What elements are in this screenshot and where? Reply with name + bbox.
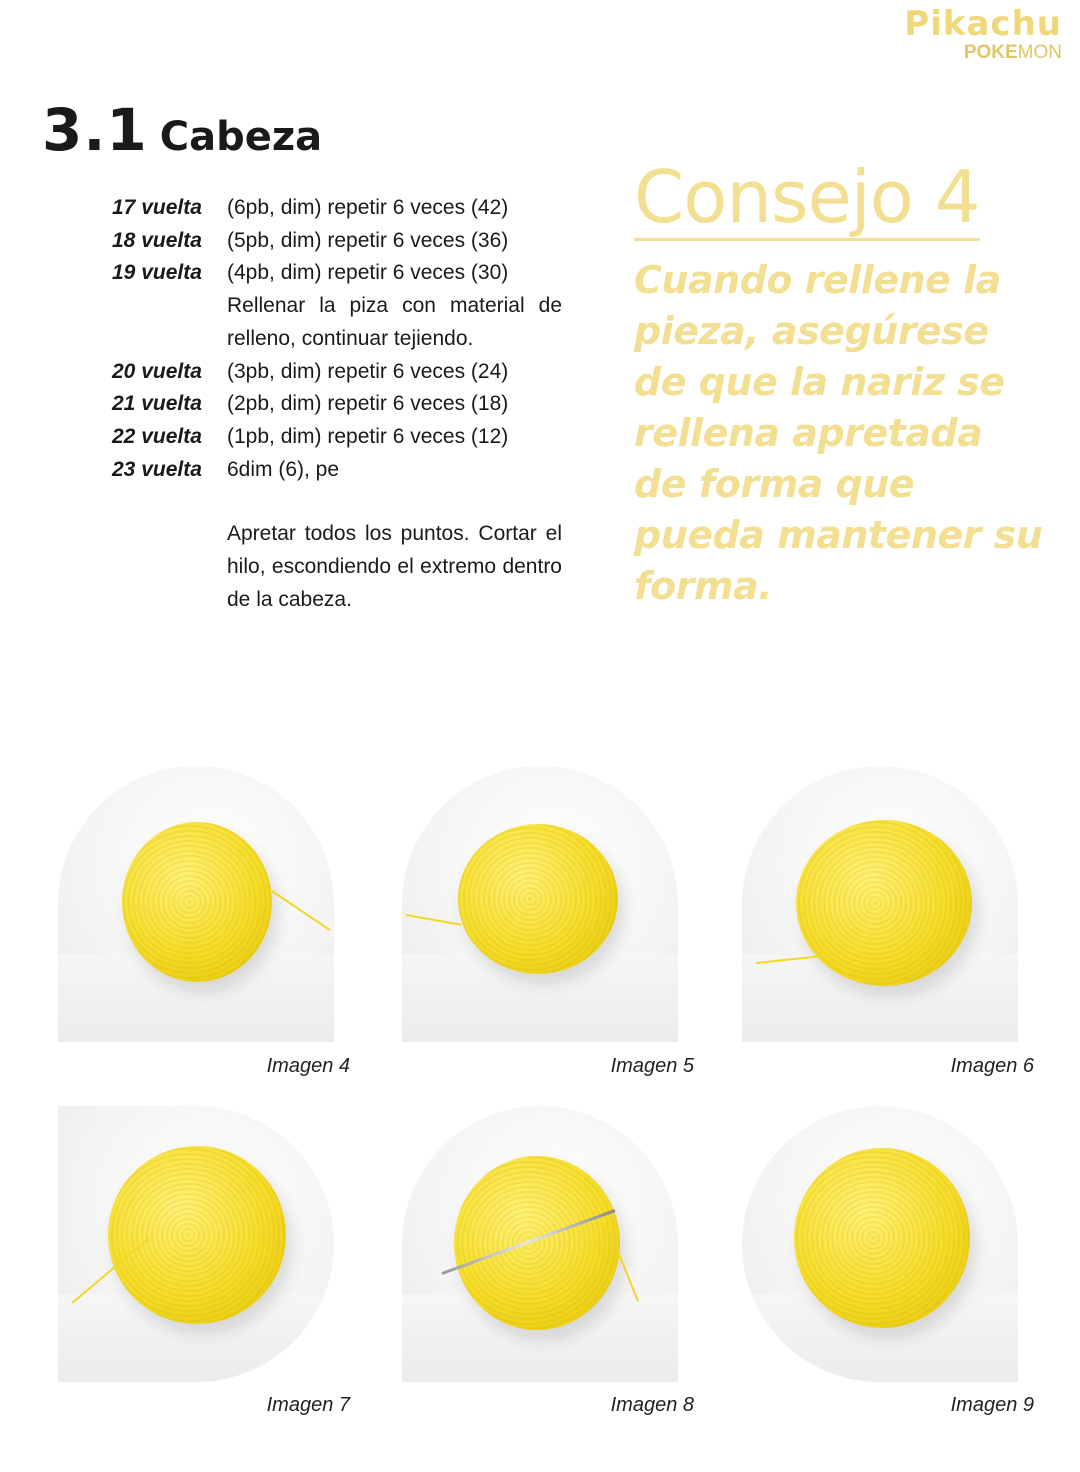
round-label <box>112 290 227 355</box>
round-label: 18 vuelta <box>112 228 202 252</box>
photo-caption: Imagen 4 <box>266 1055 350 1077</box>
photo-caption: Imagen 7 <box>266 1394 350 1416</box>
brand-subtitle-bold: POKE <box>963 42 1018 63</box>
section-title: Cabeza <box>159 114 323 160</box>
round-row <box>112 192 562 225</box>
round-label: 21 vuelta <box>112 392 202 416</box>
photo-image-7 <box>58 1106 334 1382</box>
round-text: (1pb, dim) repetir 6 veces (12) <box>227 424 509 448</box>
round-text: (3pb, dim) repetir 6 veces (24) <box>227 359 509 383</box>
crochet-ball <box>454 1156 620 1330</box>
photo-image-6 <box>742 766 1018 1042</box>
round-text: (4pb, dim) repetir 6 veces (30) <box>227 261 509 285</box>
round-text: (6pb, dim) repetir 6 veces (42) <box>227 196 509 219</box>
brand-logo <box>904 4 1062 64</box>
round-label: 20 vuelta <box>112 359 202 383</box>
closing-note: Apretar todos los puntos. Cortar el hilo, escondiendo el extremo dentro de la cabeza. <box>227 522 562 611</box>
section-number: 3.1 <box>42 96 148 164</box>
round-row <box>112 421 562 454</box>
round-text: (5pb, dim) repetir 6 veces (36) <box>227 228 509 252</box>
brand-title: Pikachu <box>904 4 1062 44</box>
photo-caption: Imagen 6 <box>950 1055 1034 1077</box>
round-row <box>112 290 562 355</box>
crochet-ball <box>108 1146 286 1324</box>
round-row <box>112 356 562 389</box>
round-text: (2pb, dim) repetir 6 veces (18) <box>227 392 509 416</box>
crochet-ball <box>794 1148 970 1328</box>
yarn-strand <box>406 914 461 926</box>
crochet-ball <box>458 824 618 974</box>
photo-caption: Imagen 9 <box>950 1394 1034 1416</box>
round-row <box>112 257 562 290</box>
round-label: 23 vuelta <box>112 457 202 481</box>
round-text: 6dim (6), pe <box>227 457 340 481</box>
brand-subtitle <box>904 42 1062 64</box>
yarn-strand <box>271 890 330 931</box>
photo-image-8 <box>402 1106 678 1382</box>
crochet-ball <box>122 822 272 982</box>
tip-title: Consejo 4 <box>634 155 980 239</box>
crochet-ball <box>796 820 972 986</box>
photo-image-4 <box>58 766 334 1042</box>
photo-caption: Imagen 5 <box>610 1055 694 1077</box>
round-row <box>112 388 562 421</box>
section-heading <box>42 96 322 164</box>
photo-caption: Imagen 8 <box>610 1394 694 1416</box>
tip-box <box>634 156 1044 612</box>
photo-image-5 <box>402 766 678 1042</box>
tip-body: Cuando rellene la pieza, asegúrese de que la nariz se rellena apretada de forma que pueda mantener su forma. <box>634 258 1043 608</box>
round-text: Rellenar la piza con material de relleno, continuar tejiendo. <box>227 294 562 350</box>
round-label: 22 vuelta <box>112 424 202 448</box>
round-row <box>112 225 562 258</box>
round-row <box>112 454 562 487</box>
round-label: 19 vuelta <box>112 261 202 285</box>
photo-image-9 <box>742 1106 1018 1382</box>
round-label: 17 vuelta <box>112 196 202 219</box>
rounds-list <box>112 192 562 616</box>
brand-subtitle-light: MON <box>1017 42 1062 63</box>
